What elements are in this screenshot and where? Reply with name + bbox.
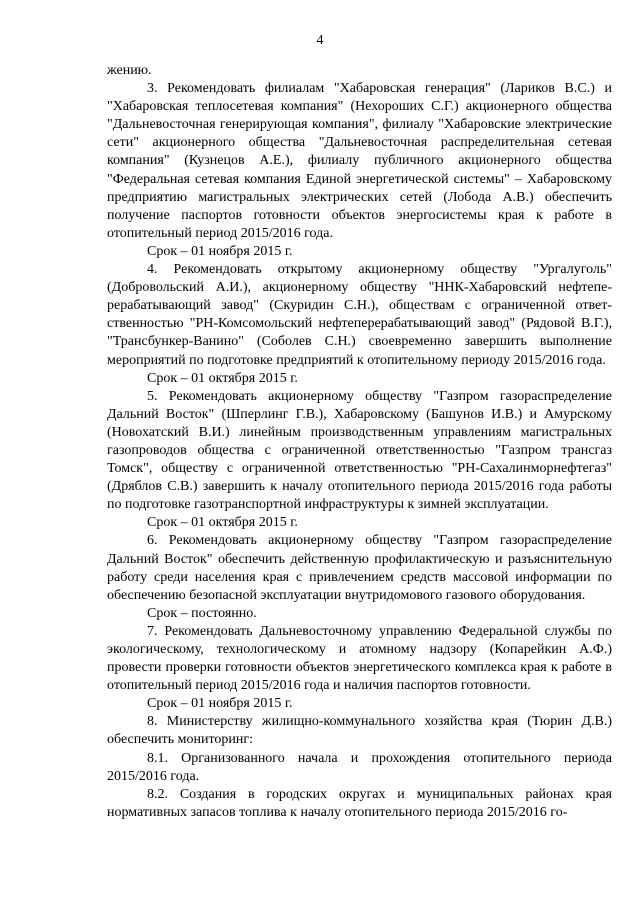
page-number: 4 <box>316 33 324 48</box>
paragraph-item-4: 4. Рекомендовать открытому акционерному обществу "Ургалуголь" (Добровольский А.И.), акционерному обществу "ННК-Хабаровский нефтеперерабатывающий завод" (Скуридин С.Н.), обществам с ограниченной ответственностью "РН-Комсомольский нефтеперерабатывающий завод" (Рядовой В.Г.), "Трансбункер-Ванино" (Соболев С.Н.) своевременно завершить выполнение мероприятий по подготовке предприятий к отопительному периоду 2015/2016 года. <box>107 262 612 368</box>
paragraph-item-6: 6. Рекомендовать акционерному обществу "Газпром газораспределение Дальний Восток" обеспечить действенную профилактическую и разъяснительную работу среди населения края с привлечением средств массовой информации по обеспечению безопасной эксплуатации внутридомового газового оборудования. <box>107 533 612 603</box>
deadline-item-5: Срок – 01 октября 2015 г. <box>147 515 298 531</box>
deadline-item-6: Срок – постоянно. <box>147 605 257 621</box>
paragraph-item-8: 8. Министерству жилищно-коммунального хозяйства края (Тюрин Д.В.) обеспечить мониторинг: <box>107 714 612 748</box>
paragraph-item-8-2: 8.2. Создания в городских округах и муниципальных районах края нормативных запасов топлива к началу отопительного периода 2015/2016 го- <box>107 786 612 820</box>
deadline-item-7: Срок – 01 ноября 2015 г. <box>147 696 293 712</box>
paragraph-item-3: 3. Рекомендовать филиалам "Хабаровская генерация" (Лариков В.С.) и "Хабаровская теплосетевая компания" (Нехороших С.Г.) акционерного общества "Дальневосточная генерирующая компания", филиалу "Хабаровские электрические сети" акционерного общества "Дальневосточная распределительная сетевая компания" (Кузнецов А.Е.), филиалу публичного акционерного общества "Федеральная сетевая компания Единой энергетической системы" – Хабаровскому предприятию магистральных электрических сетей (Лобода А.В.) обеспечить получение паспортов готовности объектов энергосистемы края к работе в отопительный период 2015/2016 года. <box>107 81 612 241</box>
deadline-item-4: Срок – 01 октября 2015 г. <box>147 370 298 386</box>
paragraph-item-7: 7. Рекомендовать Дальневосточному управлению Федеральной службы по экологическому, технологическому и атомному надзору (Копарейкин А.Ф.) провести проверки готовности объектов энергетического комплекса края к работе в отопительный период 2015/2016 года и наличия паспортов готовности. <box>107 623 612 694</box>
paragraph-item-8-1: 8.1. Организованного начала и прохождения отопительного периода 2015/2016 года. <box>107 750 612 784</box>
paragraph-item-5: 5. Рекомендовать акционерному обществу "Газпром газораспределение Дальний Восток" (Шперлинг Г.В.), Хабаровскому (Башунов И.В.) и Амурскому (Новохатский В.И.) линейным производственным управлениям магистральных газопроводов общества с ограниченной ответственностью "Газпром трансгаз Томск", обществу с ограниченной ответственностью "РН-Сахалинморнефтегаз" (Дряблов С.В.) завершить к началу отопительного периода 2015/2016 года работы по подготовке газотранспортной инфраструктуры к зимней эксплуатации. <box>107 388 612 513</box>
document-body <box>107 62 612 822</box>
paragraph-continuation: жению. <box>107 63 152 78</box>
deadline-item-3: Срок – 01 ноября 2015 г. <box>147 243 293 259</box>
